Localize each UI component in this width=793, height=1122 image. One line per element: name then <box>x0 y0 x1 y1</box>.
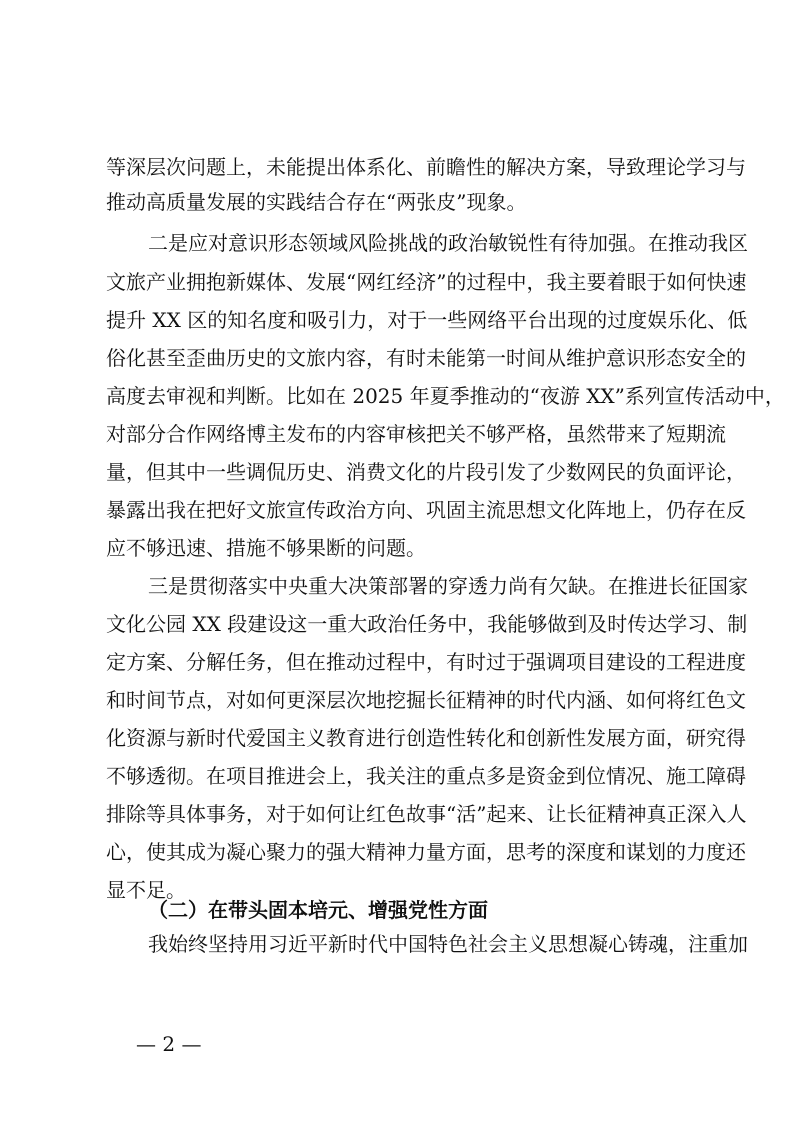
paragraph-line: 化资源与新时代爱国主义教育进行创造性转化和创新性发展方面，研究得 <box>106 726 746 750</box>
paragraph-line: 三是贯彻落实中央重大决策部署的穿透力尚有欠缺。在推进长征国家 <box>148 574 748 598</box>
paragraph-line: 心，使其成为凝心聚力的强大精神力量方面，思考的深度和谋划的力度还 <box>106 840 746 864</box>
paragraph-line: 对部分合作网络博主发布的内容审核把关不够严格，虽然带来了短期流 <box>106 422 726 446</box>
paragraph-line: 俗化甚至歪曲历史的文旅内容，有时未能第一时间从维护意识形态安全的 <box>106 346 746 370</box>
paragraph-line: 量，但其中一些调侃历史、消费文化的片段引发了少数网民的负面评论， <box>106 460 746 484</box>
paragraph-line: 应不够迅速、措施不够果断的问题。 <box>106 536 426 560</box>
paragraph-line: 等深层次问题上，未能提出体系化、前瞻性的解决方案，导致理论学习与 <box>106 155 746 179</box>
paragraph-line: 我始终坚持用习近平新时代中国特色社会主义思想凝心铸魂，注重加 <box>148 932 748 956</box>
paragraph-line: 推动高质量发展的实践结合存在“两张皮”现象。 <box>106 190 527 214</box>
paragraph-line: 不够透彻。在项目推进会上，我关注的重点多是资金到位情况、施工障碍 <box>106 764 746 788</box>
paragraph-line: 显不足。 <box>106 878 186 902</box>
section-heading: （二）在带头固本培元、增强党性方面 <box>148 898 488 922</box>
paragraph-line: 文旅产业拥抱新媒体、发展“网红经济”的过程中，我主要着眼于如何快速 <box>106 270 747 294</box>
paragraph-line: 定方案、分解任务，但在推动过程中，有时过于强调项目建设的工程进度 <box>106 650 746 674</box>
paragraph-line: 提升 XX 区的知名度和吸引力，对于一些网络平台出现的过度娱乐化、低 <box>106 308 748 332</box>
paragraph-line: 和时间节点，对如何更深层次地挖掘长征精神的时代内涵、如何将红色文 <box>106 688 746 712</box>
paragraph-line: 二是应对意识形态领域风险挑战的政治敏锐性有待加强。在推动我区 <box>148 231 748 255</box>
paragraph-line: 排除等具体事务，对于如何让红色故事“活”起来、让长征精神真正深入人 <box>106 802 747 826</box>
paragraph-line: 暴露出我在把好文旅宣传政治方向、巩固主流思想文化阵地上，仍存在反 <box>106 498 746 522</box>
page-number: — 2 — <box>136 1032 202 1056</box>
paragraph-line: 高度去审视和判断。比如在 2025 年夏季推动的“夜游 XX”系列宣传活动中， <box>106 384 785 408</box>
paragraph-line: 文化公园 XX 段建设这一重大政治任务中，我能够做到及时传达学习、制 <box>106 612 748 636</box>
